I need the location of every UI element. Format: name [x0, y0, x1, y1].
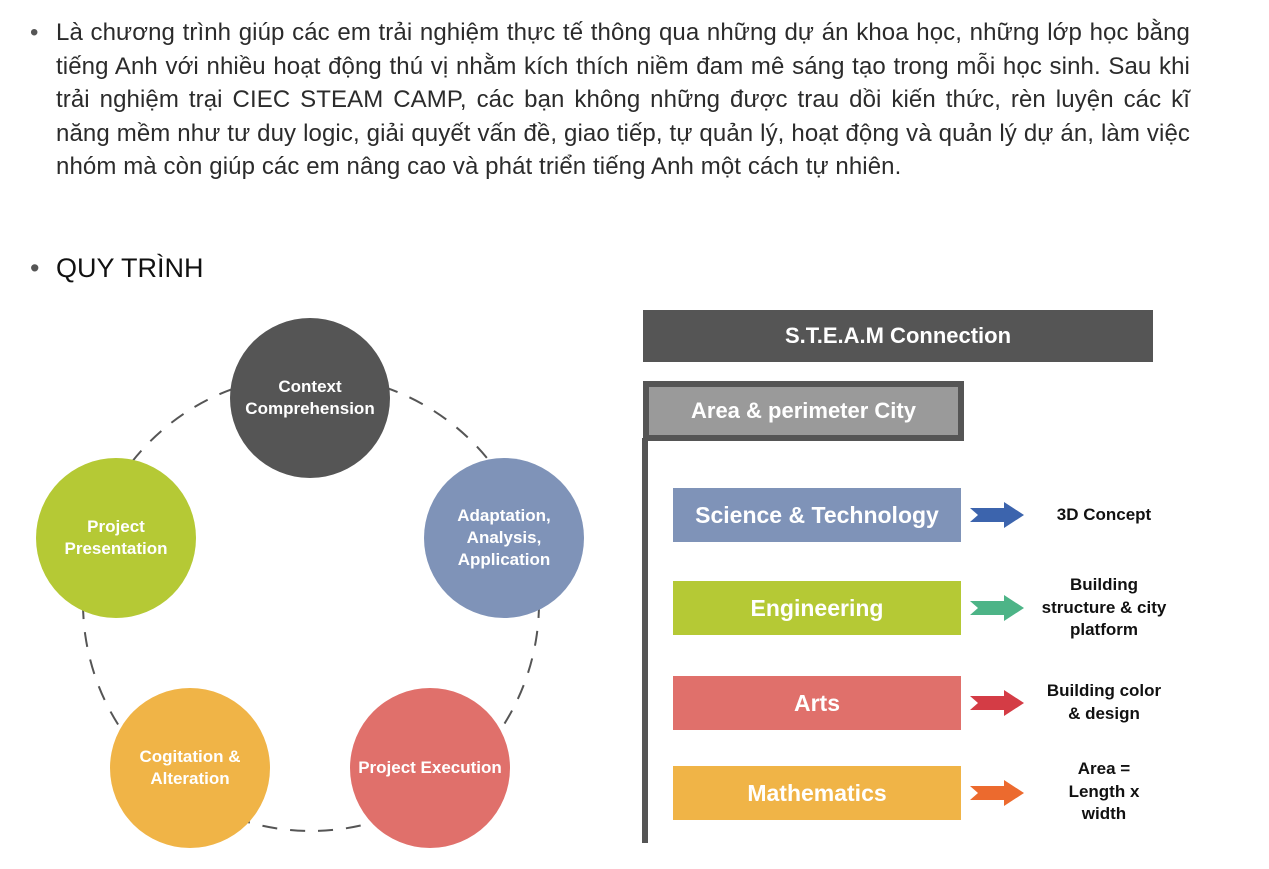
- node-label-line: Context: [278, 377, 342, 396]
- process-cycle-diagram: [0, 300, 620, 869]
- arrow-right-icon: [970, 502, 1024, 528]
- node-label-line: Cogitation &: [139, 747, 241, 766]
- cycle-node-cogitation-alteration: [110, 688, 270, 848]
- bullet-icon: •: [30, 19, 39, 46]
- category-description: [1034, 504, 1174, 527]
- intro-paragraph: [30, 16, 1190, 184]
- category-description: [1034, 680, 1174, 725]
- description-line: Building color: [1046, 681, 1162, 700]
- category-arts: Arts: [673, 676, 961, 730]
- steam-connection-title: S.T.E.A.M Connection: [643, 310, 1153, 362]
- description-line: & design: [1068, 703, 1140, 723]
- category-engineering: Engineering: [673, 581, 961, 635]
- description-line: structure & city: [1041, 597, 1167, 617]
- section-heading-text: QUY TRÌNH: [56, 253, 204, 283]
- node-label-line: Application: [457, 550, 551, 569]
- category-science-technology: Science & Technology: [673, 488, 961, 542]
- category-description: [1034, 758, 1174, 826]
- description-line: Building: [1070, 575, 1138, 594]
- cycle-node-project-execution: [350, 688, 510, 848]
- node-label-line: Alteration: [150, 769, 230, 788]
- section-heading: [30, 251, 204, 285]
- category-mathematics: Mathematics: [673, 766, 961, 820]
- cycle-node-project-presentation: [36, 458, 196, 618]
- description-line: width: [1081, 804, 1127, 823]
- node-label-line: Analysis,: [466, 528, 542, 547]
- intro-text: Là chương trình giúp các em trải nghiệm thực tế thông qua những dự án khoa học, những lớp học bằng tiếng Anh với nhiều hoạt động thú vị nhằm kích thích niềm đam mê sáng tạo trong mỗi học sinh. Sau khi trải nghiệm trại CIEC STEAM CAMP, các bạn không những được trau dồi kiến thức, rèn luyện các kĩ năng mềm như tư duy logic, giải quyết vấn đề, giao tiếp, tự quản lý, hoạt động và quản lý dự án, làm việc nhóm mà còn giúp các em nâng cao và phát triển tiếng Anh một cách tự nhiên.: [56, 19, 1190, 180]
- node-label-line: Adaptation,: [457, 506, 551, 525]
- steam-vertical-connector: [642, 438, 648, 843]
- node-label-line: Project Execution: [358, 758, 502, 777]
- project-title-box: Area & perimeter City: [643, 381, 964, 441]
- arrow-right-icon: [970, 690, 1024, 716]
- arrow-right-icon: [970, 780, 1024, 806]
- node-label-line: Comprehension: [245, 399, 375, 418]
- bullet-icon: •: [30, 253, 40, 283]
- node-label-line: Presentation: [64, 539, 168, 558]
- cycle-node-context-comprehension: [230, 318, 390, 478]
- description-line: Length x: [1068, 781, 1140, 801]
- node-label-line: Project: [87, 517, 145, 536]
- category-description: [1034, 574, 1174, 642]
- description-line: 3D Concept: [1056, 505, 1152, 524]
- cycle-node-adaptation: [424, 458, 584, 618]
- description-line: platform: [1070, 620, 1138, 639]
- description-line: Area =: [1077, 759, 1131, 778]
- arrow-right-icon: [970, 595, 1024, 621]
